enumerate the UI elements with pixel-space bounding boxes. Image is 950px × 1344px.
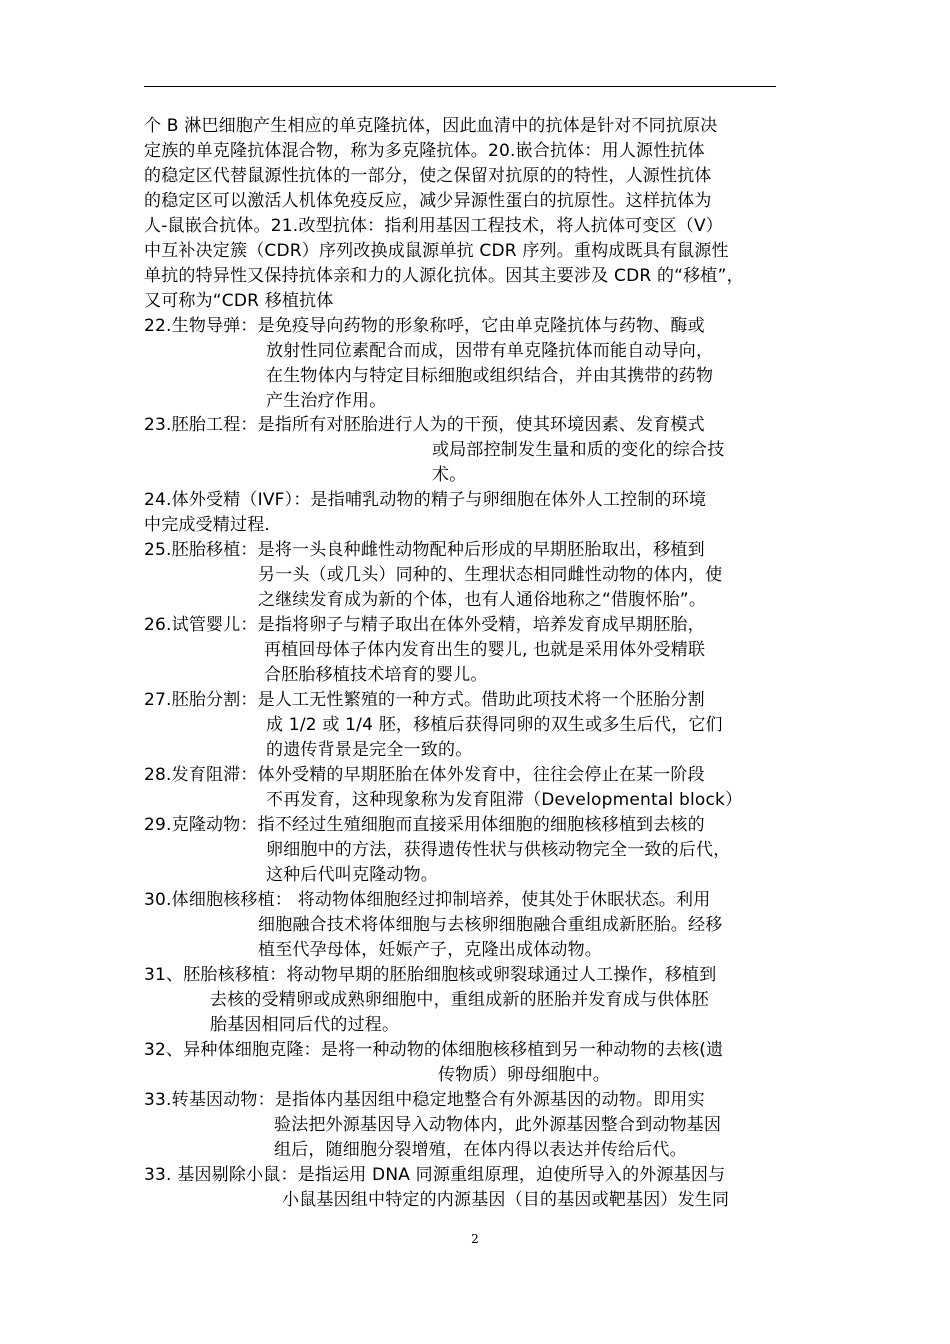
entry-line: 23.胚胎工程：是指所有对胚胎进行人为的干预，使其环境因素、发育模式 — [144, 415, 705, 435]
intro-line: 的稳定区可以激活人机体免疫反应，减少异源性蛋白的抗原性。这样抗体为 — [144, 191, 712, 211]
header-rule — [144, 86, 776, 87]
entry-line: 产生治疗作用。 — [266, 391, 387, 411]
entry-line: 细胞融合技术将体细胞与去核卵细胞融合重组成新胚胎。经移 — [258, 915, 723, 935]
entry-line: 验法把外源基因导入动物体内，此外源基因整合到动物基因 — [274, 1115, 722, 1135]
page-number: 2 — [471, 1232, 479, 1246]
entry-embryonic-nuclear-transfer — [144, 963, 784, 1038]
entry-line: 31、胚胎核移植：将动物早期的胚胎细胞核或卵裂球通过人工操作，移植到 — [144, 965, 717, 985]
entry-interspecies-cloning — [144, 1038, 784, 1088]
entry-line: 22.生物导弹：是免疫导向药物的形象称呼，它由单克隆抗体与药物、酶或 — [144, 316, 705, 336]
entry-line: 去核的受精卵或成熟卵细胞中，重组成新的胚胎并发育成与供体胚 — [210, 990, 709, 1010]
entry-line: 小鼠基因组中特定的内源基因（目的基因或靶基因）发生同 — [282, 1190, 730, 1210]
intro-line: 人-鼠嵌合抗体。21.改型抗体：指利用基因工程技术，将人抗体可变区（V） — [144, 216, 723, 236]
intro-paragraph — [144, 114, 776, 314]
intro-line: 又可称为“CDR 移植抗体 — [144, 291, 334, 311]
entry-line: 24.体外受精（IVF）：是指哺乳动物的精子与卵细胞在体外人工控制的环境 — [144, 490, 707, 510]
entry-line: 33. 基因剔除小鼠：是指运用 DNA 同源重组原理，迫使所导入的外源基因与 — [144, 1165, 726, 1185]
entry-line: 29.克隆动物：指不经过生殖细胞而直接采用体细胞的细胞核移植到去核的 — [144, 815, 705, 835]
entry-line: 传物质）卵母细胞中。 — [438, 1065, 610, 1085]
entry-line: 合胚胎移植技术培育的婴儿。 — [264, 665, 488, 685]
entry-line: 另一头（或几头）同种的、生理状态相同雌性动物的体内，使 — [258, 565, 723, 585]
entry-knockout-mouse — [144, 1163, 784, 1213]
entry-line: 中完成受精过程. — [144, 515, 271, 535]
entry-line: 30.体细胞核移植： 将动物体细胞经过抑制培养，使其处于休眠状态。利用 — [144, 890, 711, 910]
entry-cloned-animal — [144, 813, 784, 888]
entry-developmental-block — [144, 763, 784, 813]
entry-line: 植至代孕母体，妊娠产子，克隆出成体动物。 — [258, 940, 602, 960]
entry-transgenic-animal — [144, 1088, 784, 1163]
entry-line: 胎基因相同后代的过程。 — [210, 1015, 400, 1035]
entry-line: 再植回母体子体内发育出生的婴儿, 也就是采用体外受精联 — [264, 640, 706, 660]
entry-line: 术。 — [432, 465, 467, 485]
entry-line: 28.发育阻滞：体外受精的早期胚胎在体外发育中，往往会停止在某一阶段 — [144, 765, 705, 785]
entry-embryo-engineering — [144, 413, 784, 488]
intro-line: 中互补决定簇（CDR）序列改换成鼠源单抗 CDR 序列。重构成既具有鼠源性 — [144, 241, 729, 261]
intro-line: 单抗的特异性又保持抗体亲和力的人源化抗体。因其主要涉及 CDR 的“移植”， — [144, 266, 744, 286]
entry-line: 这种后代叫克隆动物。 — [266, 865, 438, 885]
entry-line: 不再发育，这种现象称为发育阻滞（Developmental block） — [266, 790, 743, 810]
entry-line: 卵细胞中的方法，获得遗传性状与供核动物完全一致的后代， — [266, 840, 731, 860]
entry-test-tube-baby — [144, 613, 784, 688]
entry-ivf — [144, 488, 784, 538]
entry-line: 32、异种体细胞克隆：是将一种动物的体细胞核移植到另一种动物的去核(遗 — [144, 1040, 724, 1060]
entry-line: 组后，随细胞分裂增殖，在体内得以表达并传给后代。 — [274, 1140, 687, 1160]
entry-somatic-nuclear-transfer — [144, 888, 784, 963]
intro-line: 个 B 淋巴细胞产生相应的单克隆抗体，因此血清中的抗体是针对不同抗原决 — [144, 116, 718, 136]
entry-line: 放射性同位素配合而成，因带有单克隆抗体而能自动导向， — [266, 341, 714, 361]
entry-line: 或局部控制发生量和质的变化的综合技 — [432, 440, 725, 460]
entry-embryo-splitting — [144, 688, 784, 763]
entry-line: 25.胚胎移植：是将一头良种雌性动物配种后形成的早期胚胎取出，移植到 — [144, 540, 705, 560]
entry-line: 26.试管婴儿：是指将卵子与精子取出在体外受精，培养发育成早期胚胎， — [144, 615, 705, 635]
entry-biological-missile — [144, 314, 784, 414]
entry-embryo-transfer — [144, 538, 784, 613]
entry-line: 之继续发育成为新的个体，也有人通俗地称之“借腹怀胎”。 — [258, 590, 707, 610]
entry-line: 成 1/2 或 1/4 胚，移植后获得同卵的双生或多生后代，它们 — [266, 715, 723, 735]
intro-line: 定族的单克隆抗体混合物，称为多克隆抗体。20.嵌合抗体：用人源性抗体 — [144, 141, 705, 161]
intro-line: 的稳定区代替鼠源性抗体的一部分，使之保留对抗原的的特性，人源性抗体 — [144, 166, 712, 186]
entry-line: 的遗传背景是完全一致的。 — [266, 740, 473, 760]
entry-line: 33.转基因动物：是指体内基因组中稳定地整合有外源基因的动物。即用实 — [144, 1090, 705, 1110]
entry-line: 27.胚胎分割：是人工无性繁殖的一种方式。借助此项技术将一个胚胎分割 — [144, 690, 705, 710]
entry-line: 在生物体内与特定目标细胞或组织结合，并由其携带的药物 — [266, 366, 714, 386]
